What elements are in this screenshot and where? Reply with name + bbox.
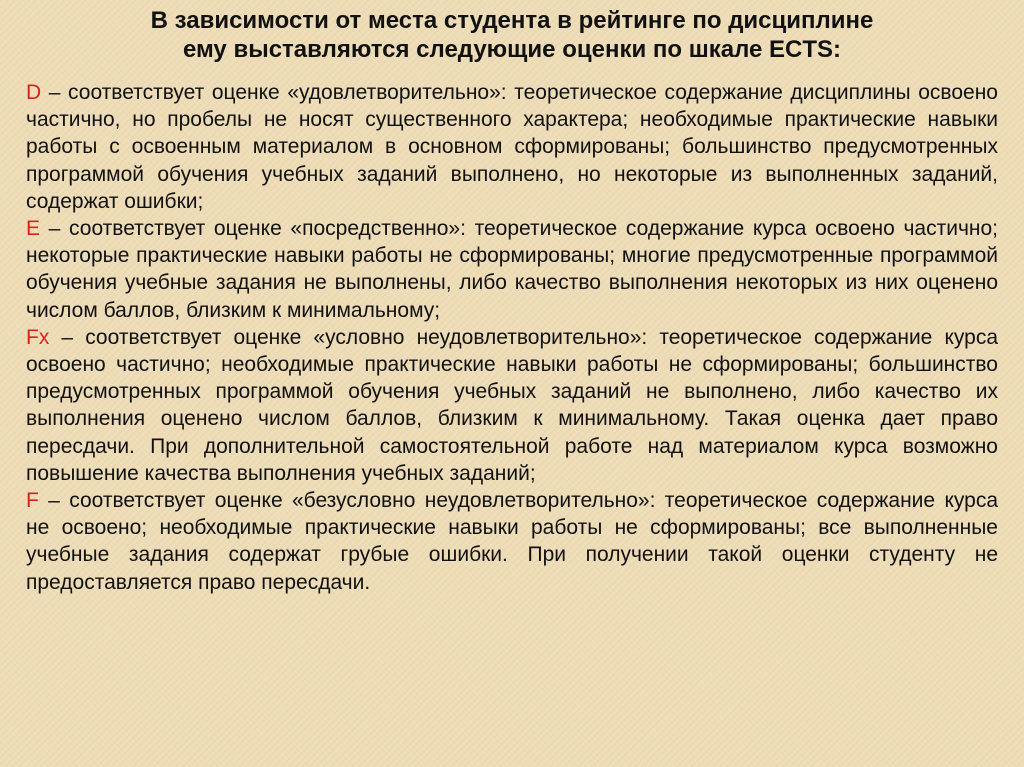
grade-d-letter: D (26, 81, 42, 104)
grade-fx-paragraph (26, 324, 998, 487)
grade-f-text: – соответствует оценке «безусловно неудовлетворительно»: теоретическое содержание курса не освоено; необходимые практические навыки работы не сформированы; все выполненные учебные задания содержат грубые ошибки. При получении такой оценки студенту не предоставляется право пересдачи. (26, 489, 998, 594)
grade-d-paragraph (26, 79, 998, 215)
grade-e-letter: E (26, 217, 41, 241)
grade-d-text: – соответствует оценке «удовлетворительно»: теоретическое содержание дисциплины освоено частично, но пробелы не носят существенного характера; необходимые практические навыки работы с освоенным материалом в основном сформированы; большинство предусмотренных программой обучения учебных заданий выполнено, но некоторые из выполненных заданий, содержат ошибки; (26, 81, 998, 213)
grade-e-paragraph (26, 215, 998, 324)
slide-title (0, 6, 1024, 64)
grade-descriptions (26, 79, 998, 596)
grade-fx-text: – соответствует оценке «условно неудовлетворительно»: теоретическое содержание курса освоено частично; необходимые практические навыки работы не сформированы; большинство предусмотренных программой обучения учебных заданий не выполнено, либо качество их выполнения оценено числом баллов, близким к минимальному. Такая оценка дает право пересдачи. При дополнительной самостоятельной работе над материалом курса возможно повышение качества выполнения учебных заданий; (26, 325, 998, 485)
title-line-2: ему выставляются следующие оценки по шкале ECTS: (182, 36, 842, 63)
title-line-1: В зависимости от места студента в рейтинге по дисциплине (150, 7, 874, 34)
grade-f-letter: F (26, 489, 39, 513)
grade-e-text: – соответствует оценке «посредственно»: теоретическое содержание курса освоено частично; некоторые практические навыки работы не сформированы; многие предусмотренные программой обучения учебные задания не выполнены, либо качество выполнения некоторых из них оценено числом баллов, близким к минимальному; (26, 217, 998, 322)
grade-fx-letter: Fx (26, 325, 50, 349)
grade-f-paragraph (26, 487, 998, 596)
